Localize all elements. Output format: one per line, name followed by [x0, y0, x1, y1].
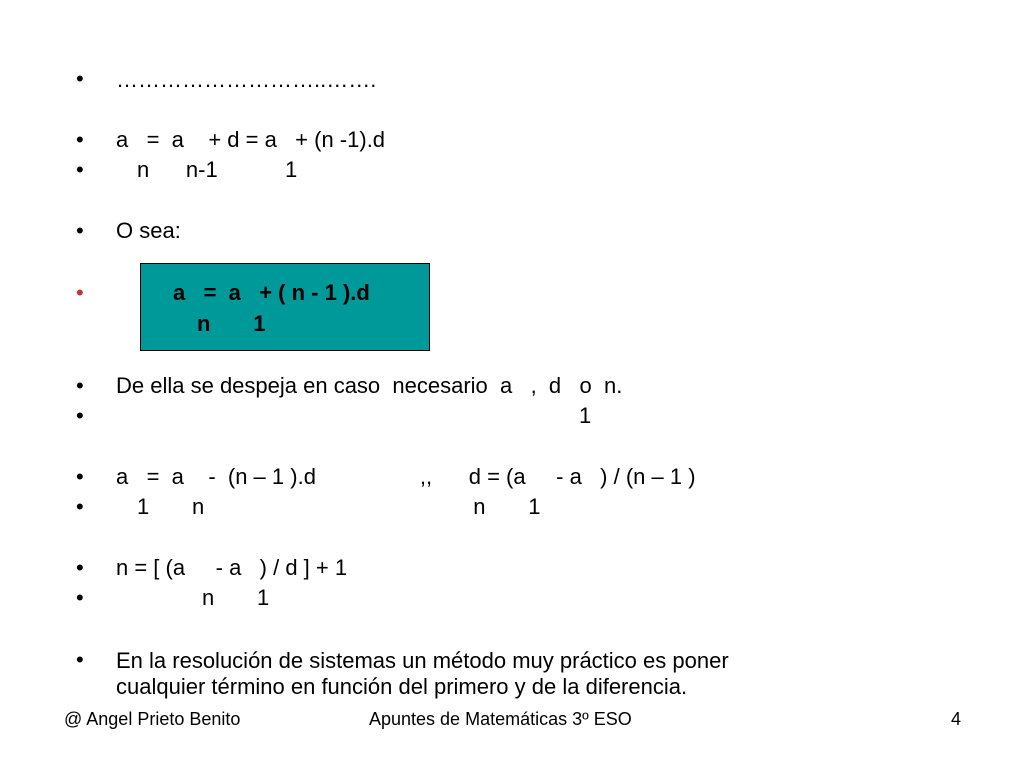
text-line-1: En la resolución de sistemas un método muy práctico es poner [116, 648, 729, 673]
highlighted-formula-box [140, 263, 430, 351]
formula-subscripts: n n-1 1 [137, 157, 298, 182]
formula-subscripts-2: 1 n n 1 [137, 494, 541, 519]
bullet: • [76, 647, 84, 672]
formula-subscripts-3: n 1 [202, 585, 270, 610]
o-sea-label: O sea: [116, 218, 181, 243]
footer-title: Apuntes de Matemáticas 3º ESO [369, 709, 632, 729]
bullet: • [76, 373, 84, 398]
text-line-2: cualquier término en función del primero y de la diferencia. [116, 674, 688, 699]
formula-first-and-difference: a = a - (n – 1 ).d ,, d = (a - a ) / (n – 1 ) [116, 464, 696, 489]
bullet: • [76, 464, 84, 489]
despeja-subscript: 1 [579, 403, 592, 428]
bullet: • [76, 555, 84, 580]
box-subscripts: n 1 [197, 311, 266, 336]
bullet: • [76, 403, 84, 428]
bullet-accent: • [76, 280, 84, 305]
bullet: • [76, 494, 84, 519]
formula-n: n = [ (a - a ) / d ] + 1 [116, 555, 348, 580]
bullet: • [76, 157, 84, 182]
despeja-line: De ella se despeja en caso necesario a , d o n. [116, 373, 623, 398]
formula-general-term: a = a + d = a + (n -1).d [116, 127, 386, 152]
dots-line: ………………………..……. [116, 67, 377, 92]
bullet: • [76, 127, 84, 152]
footer-author: @ Angel Prieto Benito [64, 709, 241, 729]
box-formula: a = a + ( n - 1 ).d [173, 280, 370, 305]
bullet: • [76, 585, 84, 610]
page-number: 4 [951, 709, 962, 729]
bullet: • [76, 218, 84, 243]
bullet: • [76, 66, 84, 91]
